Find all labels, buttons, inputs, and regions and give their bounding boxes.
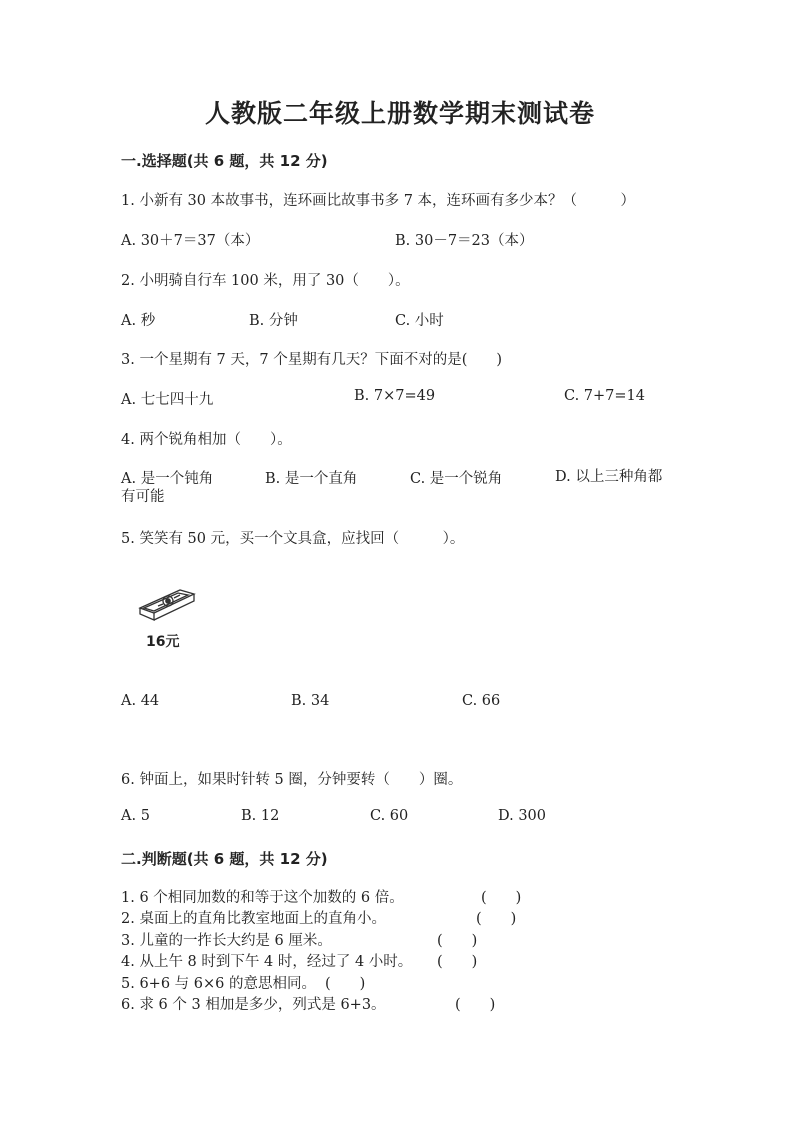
judgment-item-1-parens: ( ) bbox=[481, 890, 522, 906]
question-5-option-b: B. 34 bbox=[291, 693, 330, 709]
question-3-option-c: C. 7+7=14 bbox=[564, 388, 645, 404]
page-title: 人教版二年级上册数学期末测试卷 bbox=[204, 99, 595, 128]
question-4-option-b: B. 是一个直角 bbox=[265, 471, 358, 487]
judgment-item-2-parens: ( ) bbox=[476, 911, 517, 927]
question-6-option-d: D. 300 bbox=[498, 808, 547, 824]
question-5-stem: 5. 笑笑有 50 元，买一个文具盒，应找回（ ）。 bbox=[121, 531, 465, 547]
question-2-stem: 2. 小明骑自行车 100 米，用了 30（ ）。 bbox=[121, 273, 410, 289]
question-2-option-a: A. 秒 bbox=[121, 313, 156, 329]
question-6-option-a: A. 5 bbox=[121, 808, 150, 824]
section-heading-judgment: 二.判断题(共 6 题，共 12 分) bbox=[121, 850, 328, 868]
question-1-option-a: A. 30＋7＝37（本） bbox=[121, 233, 260, 249]
question-5-option-c: C. 66 bbox=[462, 693, 501, 709]
question-5-option-a: A. 44 bbox=[121, 693, 160, 709]
judgment-item-6: 6. 求 6 个 3 相加是多少，列式是 6+3。 bbox=[121, 997, 386, 1013]
judgment-item-5: 5. 6+6 与 6×6 的意思相同。 bbox=[121, 976, 316, 992]
question-4-stem: 4. 两个锐角相加（ ）。 bbox=[121, 432, 292, 448]
judgment-item-4: 4. 从上午 8 时到下午 4 时，经过了 4 小时。 bbox=[121, 954, 413, 970]
question-4-option-c: C. 是一个锐角 bbox=[410, 471, 503, 487]
section-heading-choice: 一.选择题(共 6 题，共 12 分) bbox=[121, 152, 328, 170]
judgment-item-5-parens: ( ) bbox=[325, 976, 366, 992]
question-1-stem: 1. 小新有 30 本故事书，连环画比故事书多 7 本，连环画有多少本？（ ） bbox=[121, 193, 636, 209]
question-3-stem: 3. 一个星期有 7 天，7 个星期有几天？下面不对的是( ) bbox=[121, 352, 503, 368]
question-2-option-b: B. 分钟 bbox=[249, 313, 298, 329]
question-2-option-c: C. 小时 bbox=[395, 313, 444, 329]
judgment-item-1: 1. 6 个相同加数的和等于这个加数的 6 倍。 bbox=[121, 890, 404, 906]
question-6-stem: 6. 钟面上，如果时针转 5 圈，分钟要转（ ）圈。 bbox=[121, 772, 463, 788]
price-label: 16元 bbox=[146, 634, 180, 650]
question-6-option-c: C. 60 bbox=[370, 808, 409, 824]
question-4-option-a: A. 是一个钝角 bbox=[121, 471, 214, 487]
judgment-item-2: 2. 桌面上的直角比教室地面上的直角小。 bbox=[121, 911, 386, 927]
question-1-option-b: B. 30－7＝23（本） bbox=[395, 233, 534, 249]
question-6-option-b: B. 12 bbox=[241, 808, 280, 824]
judgment-item-3-parens: ( ) bbox=[437, 933, 478, 949]
question-3-option-a: A. 七七四十九 bbox=[121, 392, 214, 408]
question-3-option-b: B. 7×7=49 bbox=[354, 388, 436, 404]
judgment-item-3: 3. 儿童的一拃长大约是 6 厘米。 bbox=[121, 933, 332, 949]
judgment-item-6-parens: ( ) bbox=[455, 997, 496, 1013]
judgment-item-4-parens: ( ) bbox=[437, 954, 478, 970]
question-4-option-d: D. 以上三种角都有可能 bbox=[121, 469, 663, 505]
